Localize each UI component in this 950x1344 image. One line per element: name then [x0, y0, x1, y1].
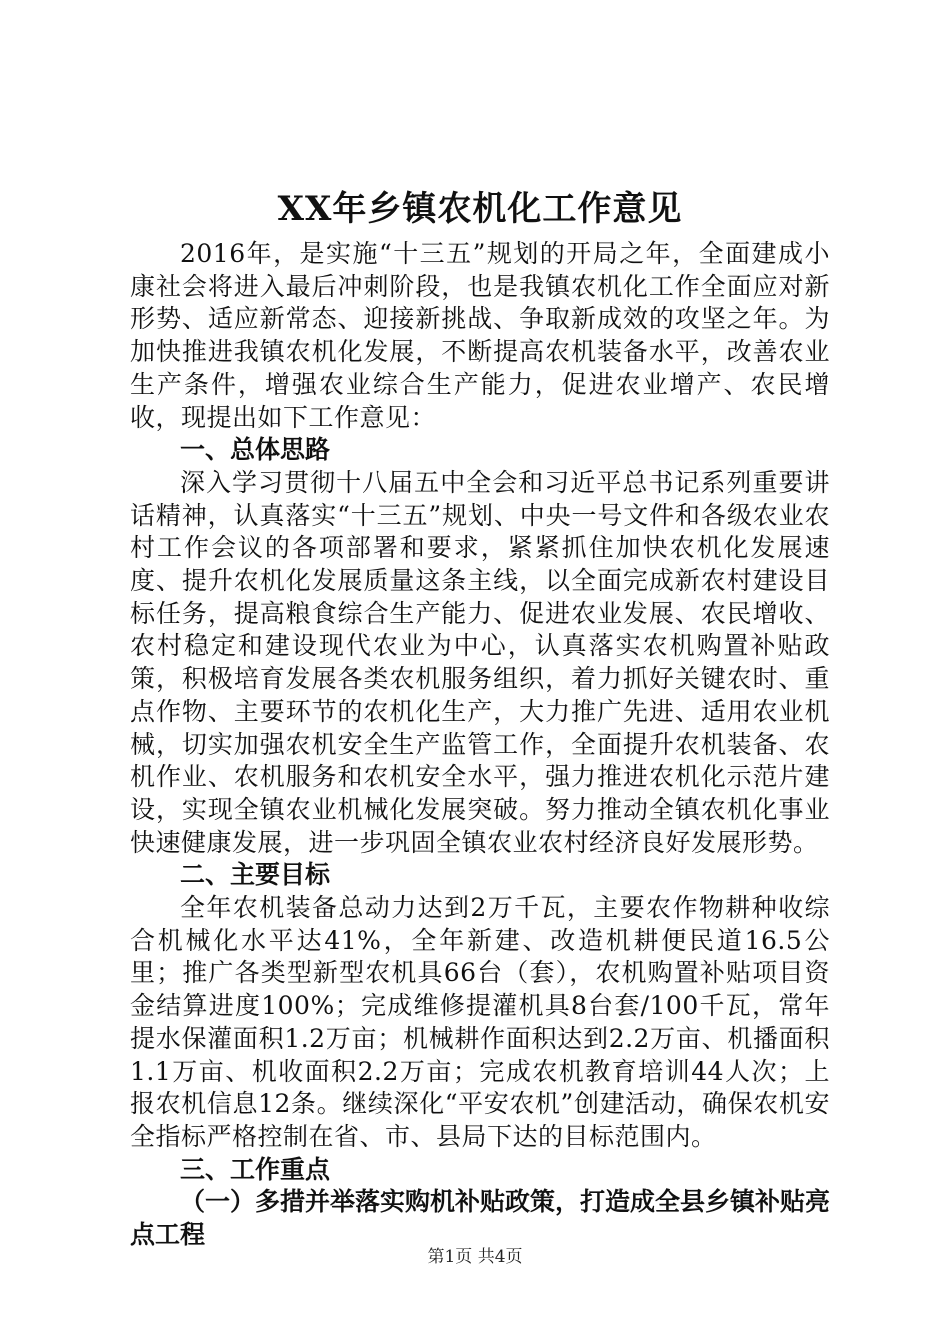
- document-title: XX年乡镇农机化工作意见: [277, 189, 683, 229]
- section-heading-overall-approach: 一、总体思路: [180, 435, 331, 465]
- document-body: [130, 182, 830, 1252]
- section-heading-main-goals: 二、主要目标: [180, 860, 331, 890]
- section-body-main-goals: 全年农机装备总动力达到2万千瓦，主要农作物耕种收综合机械化水平达41%，全年新建、改造机耕便民道16.5公里；推广各类型新型农机具66台（套），农机购置补贴项目资金结算进度100%；完成维修提灌机具8台套/100千瓦，常年提水保灌面积1.2万亩；机械耕作面积达到2.2万亩、机播面积1.1万亩、机收面积2.2万亩；完成农机教育培训44人次；上报农机信息12条。继续深化“平安农机”创建活动，确保农机安全指标严格控制在省、市、县局下达的目标范围内。: [130, 893, 830, 1151]
- section-heading-work-focus: 三、工作重点: [180, 1154, 331, 1184]
- section-body-overall-approach: 深入学习贯彻十八届五中全会和习近平总书记系列重要讲话精神，认真落实“十三五”规划、中央一号文件和各级农业农村工作会议的各项部署和要求，紧紧抓住加快农机化发展速度、提升农机化发展质量这条主线，以全面完成新农村建设目标任务，提高粮食综合生产能力、促进农业发展、农民增收、农村稳定和建设现代农业为中心，认真落实农机购置补贴政策，积极培育发展各类农机服务组织，着力抓好关键农时、重点作物、主要环节的农机化生产，大力推广先进、适用农业机械，切实加强农机安全生产监管工作，全面提升农机装备、农机作业、农机服务和农机安全水平，强力推进农机化示范片建设，实现全镇农业机械化发展突破。努力推动全镇农机化事业快速健康发展，进一步巩固全镇农业农村经济良好发展形势。: [130, 467, 830, 857]
- intro-paragraph: 2016年，是实施“十三五”规划的开局之年，全面建成小康社会将进入最后冲刺阶段，也是我镇农机化工作全面应对新形势、适应新常态、迎接新挑战、争取新成效的攻坚之年。为加快推进我镇农机化发展，不断提高农机装备水平，改善农业生产条件，增强农业综合生产能力，促进农业增产、农民增收，现提出如下工作意见：: [130, 239, 830, 432]
- page-number: 第1页 共4页: [427, 1247, 523, 1267]
- subsection-heading-subsidy: （一）多措并举落实购机补贴政策，打造成全县乡镇补贴亮点工程: [130, 1187, 831, 1250]
